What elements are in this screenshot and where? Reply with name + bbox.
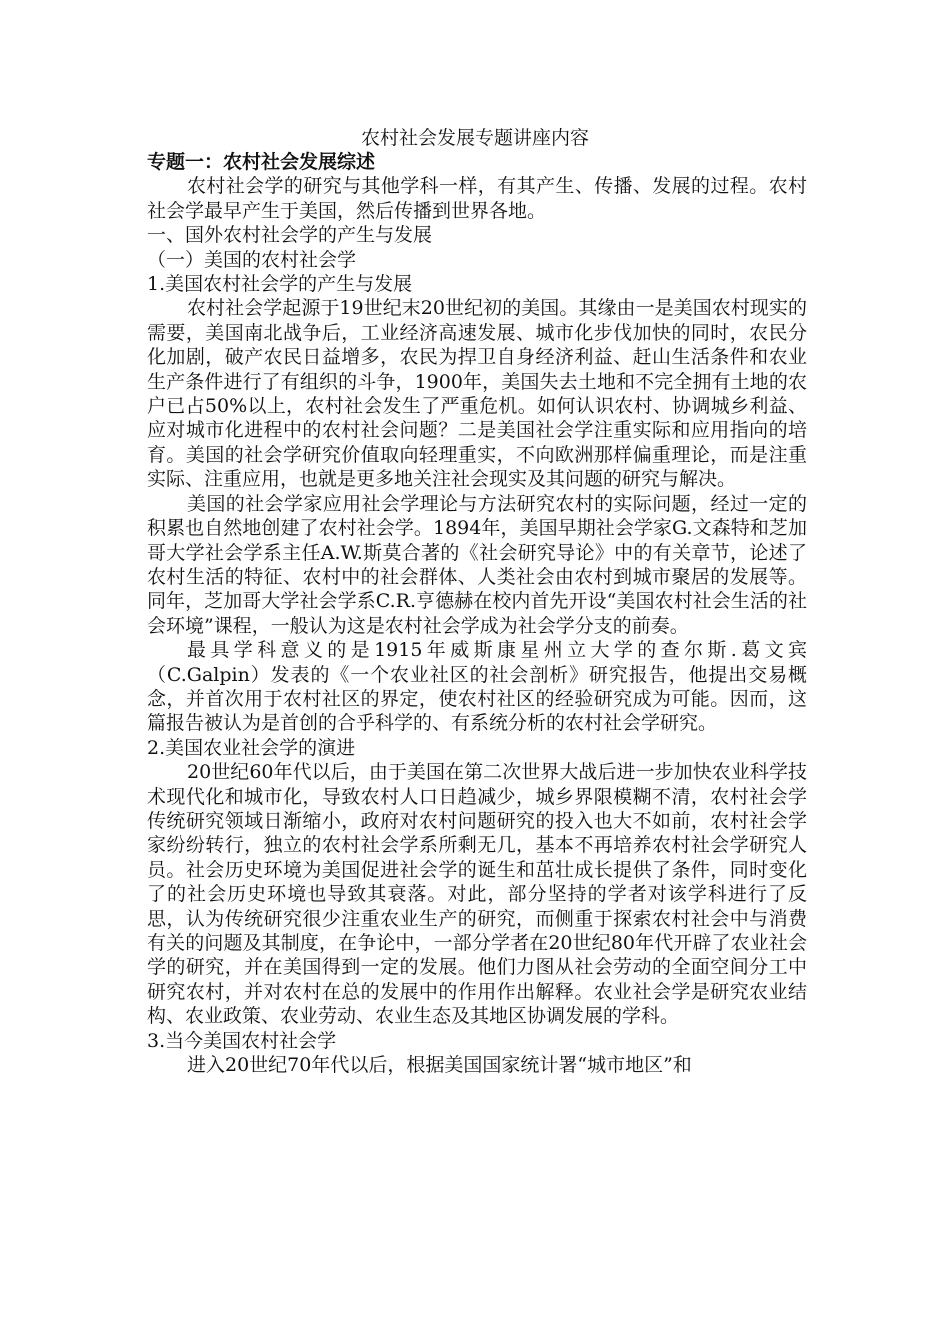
- item-heading-2: 2.美国农业社会学的演进: [147, 736, 356, 759]
- body-paragraph-2: 美国的社会学家应用社会学理论与方法研究农村的实际问题，经过一定的积累也自然地创建了农村社会学。1894年，美国早期社会学家G.文森特和芝加哥大学社会学系主任A.W.斯莫合著的《社会研究导论》中的有关章节，论述了农村生活的特征、农村中的社会群体、人类社会由农村到城市聚居的发展等。同年，芝加哥大学社会学系C.R.亨德赫在校内首先开设“美国农村社会生活的社会环境”课程，一般认为这是农村社会学成为社会学分支的前奏。: [147, 492, 807, 637]
- document-title: 农村社会发展专题讲座内容: [360, 127, 589, 149]
- item-heading-1: 1.美国农村社会学的产生与发展: [147, 273, 413, 296]
- body-paragraph-5: 进入20世纪70年代以后，根据美国国家统计署“城市地区”和: [187, 1054, 692, 1077]
- heading-topic-one: 专题一：农村社会发展综述: [147, 151, 376, 173]
- document-body: [147, 150, 807, 1077]
- section-heading-1: 一、国外农村社会学的产生与发展: [147, 224, 433, 247]
- subsection-heading-1: （一）美国的农村社会学: [147, 248, 357, 271]
- body-paragraph-4: 20世纪60年代以后，由于美国在第二次世界大战后进一步加快农业科学技术现代化和城市化，导致农村人口日趋减少，城乡界限模糊不清，农村社会学传统研究领域日渐缩小，政府对农村问题研究的投入也大不如前，农村社会学家纷纷转行，独立的农村社会学系所剩无几，基本不再培养农村社会学研究人员。社会历史环境为美国促进社会学的诞生和茁壮成长提供了条件，同时变化了的社会历史环境也导致其衰落。对此，部分坚持的学者对该学科进行了反思，认为传统研究很少注重农业生产的研究，而侧重于探索农村社会中与消费有关的问题及其制度，在争论中，一部分学者在20世纪80年代开辟了农业社会学的研究，并在美国得到一定的发展。他们力图从社会劳动的全面空间分工中研究农村，并对农村在总的发展中的作用作出解释。农业社会学是研究农业结构、农业政策、农业劳动、农业生态及其地区协调发展的学科。: [147, 761, 807, 1028]
- intro-paragraph: 农村社会学的研究与其他学科一样，有其产生、传播、发展的过程。农村社会学最早产生于美国，然后传播到世界各地。: [147, 175, 807, 222]
- body-paragraph-1: 农村社会学起源于19世纪末20世纪初的美国。其缘由一是美国农村现实的需要，美国南北战争后，工业经济高速发展、城市化步伐加快的同时，农民分化加剧，破产农民日益增多，农民为捍卫自身经济利益、赶山生活条件和农业生产条件进行了有组织的斗争，1900年，美国失去土地和不完全拥有土地的农户已占50%以上，农村社会发生了严重危机。如何认识农村、协调城乡利益、应对城市化进程中的农村社会问题？二是美国社会学注重实际和应用指向的培育。美国的社会学研究价值取向轻理重实，不向欧洲那样偏重理论，而是注重实际、注重应用，也就是更多地关注社会现实及其问题的研究与解决。: [147, 297, 807, 491]
- body-paragraph-3: 最具学科意义的是1915年威斯康星州立大学的查尔斯.葛文宾（C.Galpin）发表的《一个农业社区的社会剖析》研究报告，他提出交易概念，并首次用于农村社区的界定，使农村社区的经验研究成为可能。因而，这篇报告被认为是首创的合乎科学的、有系统分析的农村社会学研究。: [147, 639, 807, 735]
- item-heading-3: 3.当今美国农村社会学: [147, 1029, 337, 1052]
